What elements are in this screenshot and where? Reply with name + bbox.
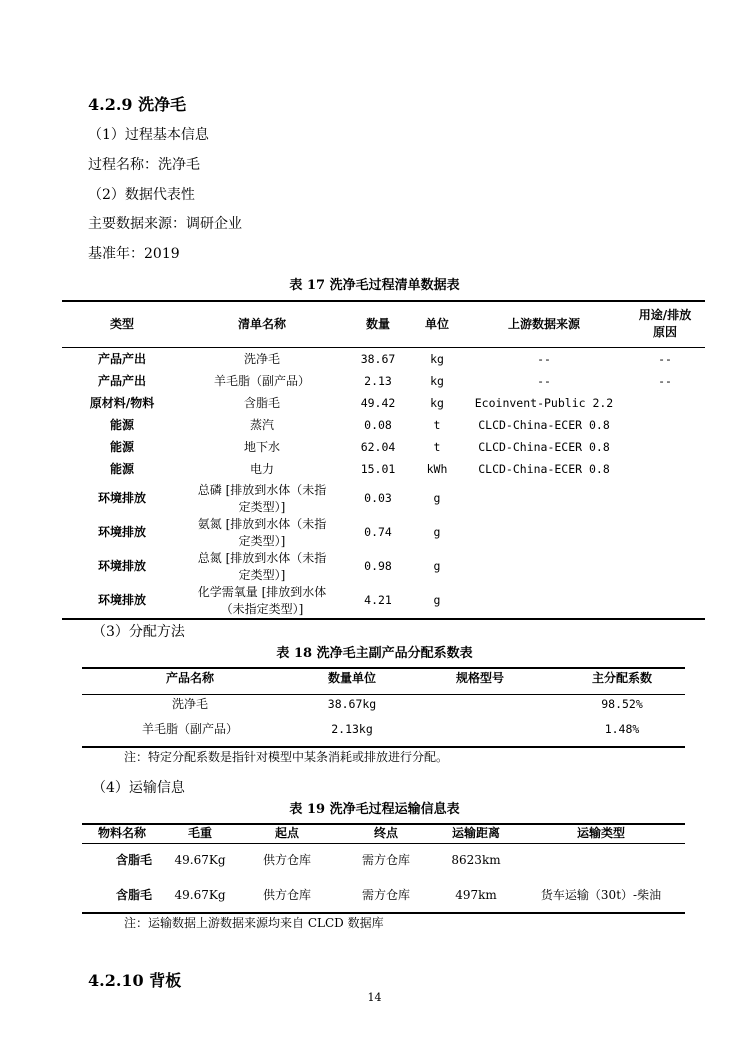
table19-cell-to: 需方仓库 (361, 888, 411, 902)
table17-header-cell: 用途/排放 (638, 308, 692, 322)
table19-cell-name: 含脂毛 (115, 853, 153, 867)
table19-cell-from: 供方仓库 (262, 888, 312, 902)
table17-cell-type: 产品产出 (97, 374, 147, 388)
table17-bottom-rule (62, 618, 705, 620)
table17-cell-name: 总氮 [排放到水体（未指 (197, 551, 327, 565)
table17-cell-unit: g (433, 525, 441, 539)
table19-cell-mode: 货车运输（30t）-柴油 (540, 888, 662, 902)
table19-cell-weight: 49.67Kg (174, 853, 226, 867)
table17-cell-name-cont: 定类型）] (238, 534, 286, 548)
table17-cell-type: 产品产出 (97, 352, 147, 366)
table17-cell-name: 地下水 (243, 440, 281, 454)
table19-note: 注：运输数据上游数据来源均来自 CLCD 数据库 (124, 916, 384, 930)
table17-cell-name: 化学需氧量 [排放到水体 (197, 585, 327, 599)
table17-cell-qty: 4.21 (364, 593, 392, 607)
table17-header-cell: 数量 (365, 317, 391, 331)
table17-cell-type: 环境排放 (97, 559, 147, 573)
table18-bottom-rule (82, 746, 685, 748)
table17-header-cell: 原因 (652, 325, 678, 339)
table17-cell-unit: g (433, 593, 441, 607)
table17-cell-qty: 0.74 (364, 525, 392, 539)
table19-header-cell: 运输类型 (576, 826, 626, 840)
table18-caption: 表 18 洗净毛主副产品分配系数表 (276, 646, 473, 661)
table17-cell-qty: 49.42 (360, 396, 396, 410)
table17-cell-qty: 0.08 (364, 418, 392, 432)
table17-cell-source: CLCD-China-ECER 0.8 (478, 462, 610, 476)
para-data-source: 主要数据来源：调研企业 (88, 216, 242, 232)
table17-cell-qty: 62.04 (360, 440, 396, 454)
table17-cell-name: 含脂毛 (243, 396, 281, 410)
table18-top-rule (82, 667, 685, 669)
table17-cell-name: 总磷 [排放到水体（未指 (197, 483, 327, 497)
table19-header-cell: 毛重 (187, 826, 213, 840)
table17-cell-type: 原材料/物料 (89, 396, 155, 410)
para-base-year: 基准年：2019 (88, 246, 180, 262)
table17-cell-source: CLCD-China-ECER 0.8 (478, 440, 610, 454)
para-transport-info: （4）运输信息 (92, 780, 185, 796)
table19-cell-weight: 49.67Kg (174, 888, 226, 902)
table19-header-cell: 终点 (373, 826, 399, 840)
table17-cell-source: -- (537, 352, 551, 366)
table17-cell-unit: g (433, 559, 441, 573)
table17-cell-unit: kg (430, 374, 444, 388)
table19-header-cell: 起点 (274, 826, 300, 840)
table19-header-cell: 运输距离 (451, 826, 501, 840)
table18-header-cell: 主分配系数 (591, 671, 653, 685)
table19-cell-dist: 497km (455, 888, 497, 902)
table18-cell-name: 羊毛脂（副产品） (141, 722, 239, 736)
table17-cell-name: 羊毛脂（副产品） (213, 374, 311, 388)
table18-cell-coef: 1.48% (604, 722, 640, 736)
table17-cell-type: 环境排放 (97, 491, 147, 505)
table17-cell-name-cont: （未指定类型）] (220, 602, 304, 616)
table18-header-cell: 产品名称 (165, 671, 215, 685)
table17-header-cell: 上游数据来源 (507, 317, 581, 331)
table17-cell-name: 蒸汽 (249, 418, 275, 432)
table18-note: 注：特定分配系数是指针对模型中某条消耗或排放进行分配。 (124, 750, 449, 764)
table17-cell-type: 环境排放 (97, 525, 147, 539)
table18-cell-qty: 2.13kg (331, 722, 373, 736)
table17-cell-use: -- (658, 352, 672, 366)
para-process-info: （1）过程基本信息 (88, 127, 209, 143)
table17-cell-source: CLCD-China-ECER 0.8 (478, 418, 610, 432)
table19-cell-from: 供方仓库 (262, 853, 312, 867)
table17-cell-unit: kg (430, 396, 444, 410)
table17-cell-type: 环境排放 (97, 593, 147, 607)
table18-cell-coef: 98.52% (601, 697, 643, 711)
section-heading-4-2-9: 4.2.9 洗净毛 (88, 95, 187, 114)
table17-header-cell: 类型 (109, 317, 135, 331)
table19-header-cell: 物料名称 (97, 826, 147, 840)
table17-cell-unit: t (433, 440, 441, 454)
table17-cell-type: 能源 (109, 440, 135, 454)
table17-cell-unit: g (433, 491, 441, 505)
table17-cell-source: Ecoinvent-Public 2.2 (474, 396, 614, 410)
table17-cell-unit: t (433, 418, 441, 432)
table18-header-cell: 规格型号 (455, 671, 505, 685)
table19-bottom-rule (82, 912, 685, 914)
para-allocation-method: （3）分配方法 (92, 624, 185, 640)
table17-cell-use: -- (658, 374, 672, 388)
table17-cell-source: -- (537, 374, 551, 388)
table17-cell-type: 能源 (109, 462, 135, 476)
table17-caption: 表 17 洗净毛过程清单数据表 (289, 278, 460, 293)
section-heading-4-2-10: 4.2.10 背板 (88, 971, 182, 990)
table17-cell-name: 洗净毛 (243, 352, 281, 366)
table17-cell-type: 能源 (109, 418, 135, 432)
table19-caption: 表 19 洗净毛过程运输信息表 (289, 802, 460, 817)
table17-cell-unit: kg (430, 352, 444, 366)
table17-header-cell: 单位 (424, 317, 450, 331)
table17-header-cell: 清单名称 (237, 317, 287, 331)
table17-cell-name: 电力 (249, 462, 275, 476)
para-process-name: 过程名称：洗净毛 (88, 157, 200, 173)
table19-cell-dist: 8623km (451, 853, 501, 867)
table17-header-rule (62, 347, 705, 348)
table18-header-cell: 数量单位 (327, 671, 377, 685)
para-data-representativeness: （2）数据代表性 (88, 187, 195, 203)
table19-cell-name: 含脂毛 (115, 888, 153, 902)
table17-cell-qty: 2.13 (364, 374, 392, 388)
table17-cell-qty: 0.98 (364, 559, 392, 573)
table17-top-rule (62, 300, 705, 302)
table17-cell-qty: 38.67 (360, 352, 396, 366)
table17-cell-qty: 0.03 (364, 491, 392, 505)
page-number: 14 (367, 991, 382, 1004)
table17-cell-name-cont: 定类型）] (238, 500, 286, 514)
table17-cell-qty: 15.01 (360, 462, 396, 476)
table18-header-rule (82, 694, 685, 695)
table17-cell-name-cont: 定类型）] (238, 568, 286, 582)
table18-cell-qty: 38.67kg (327, 697, 377, 711)
table19-header-rule (82, 843, 685, 844)
table19-cell-to: 需方仓库 (361, 853, 411, 867)
table17-cell-name: 氨氮 [排放到水体（未指 (197, 517, 327, 531)
table17-cell-unit: kWh (426, 462, 448, 476)
table18-cell-name: 洗净毛 (171, 697, 209, 711)
